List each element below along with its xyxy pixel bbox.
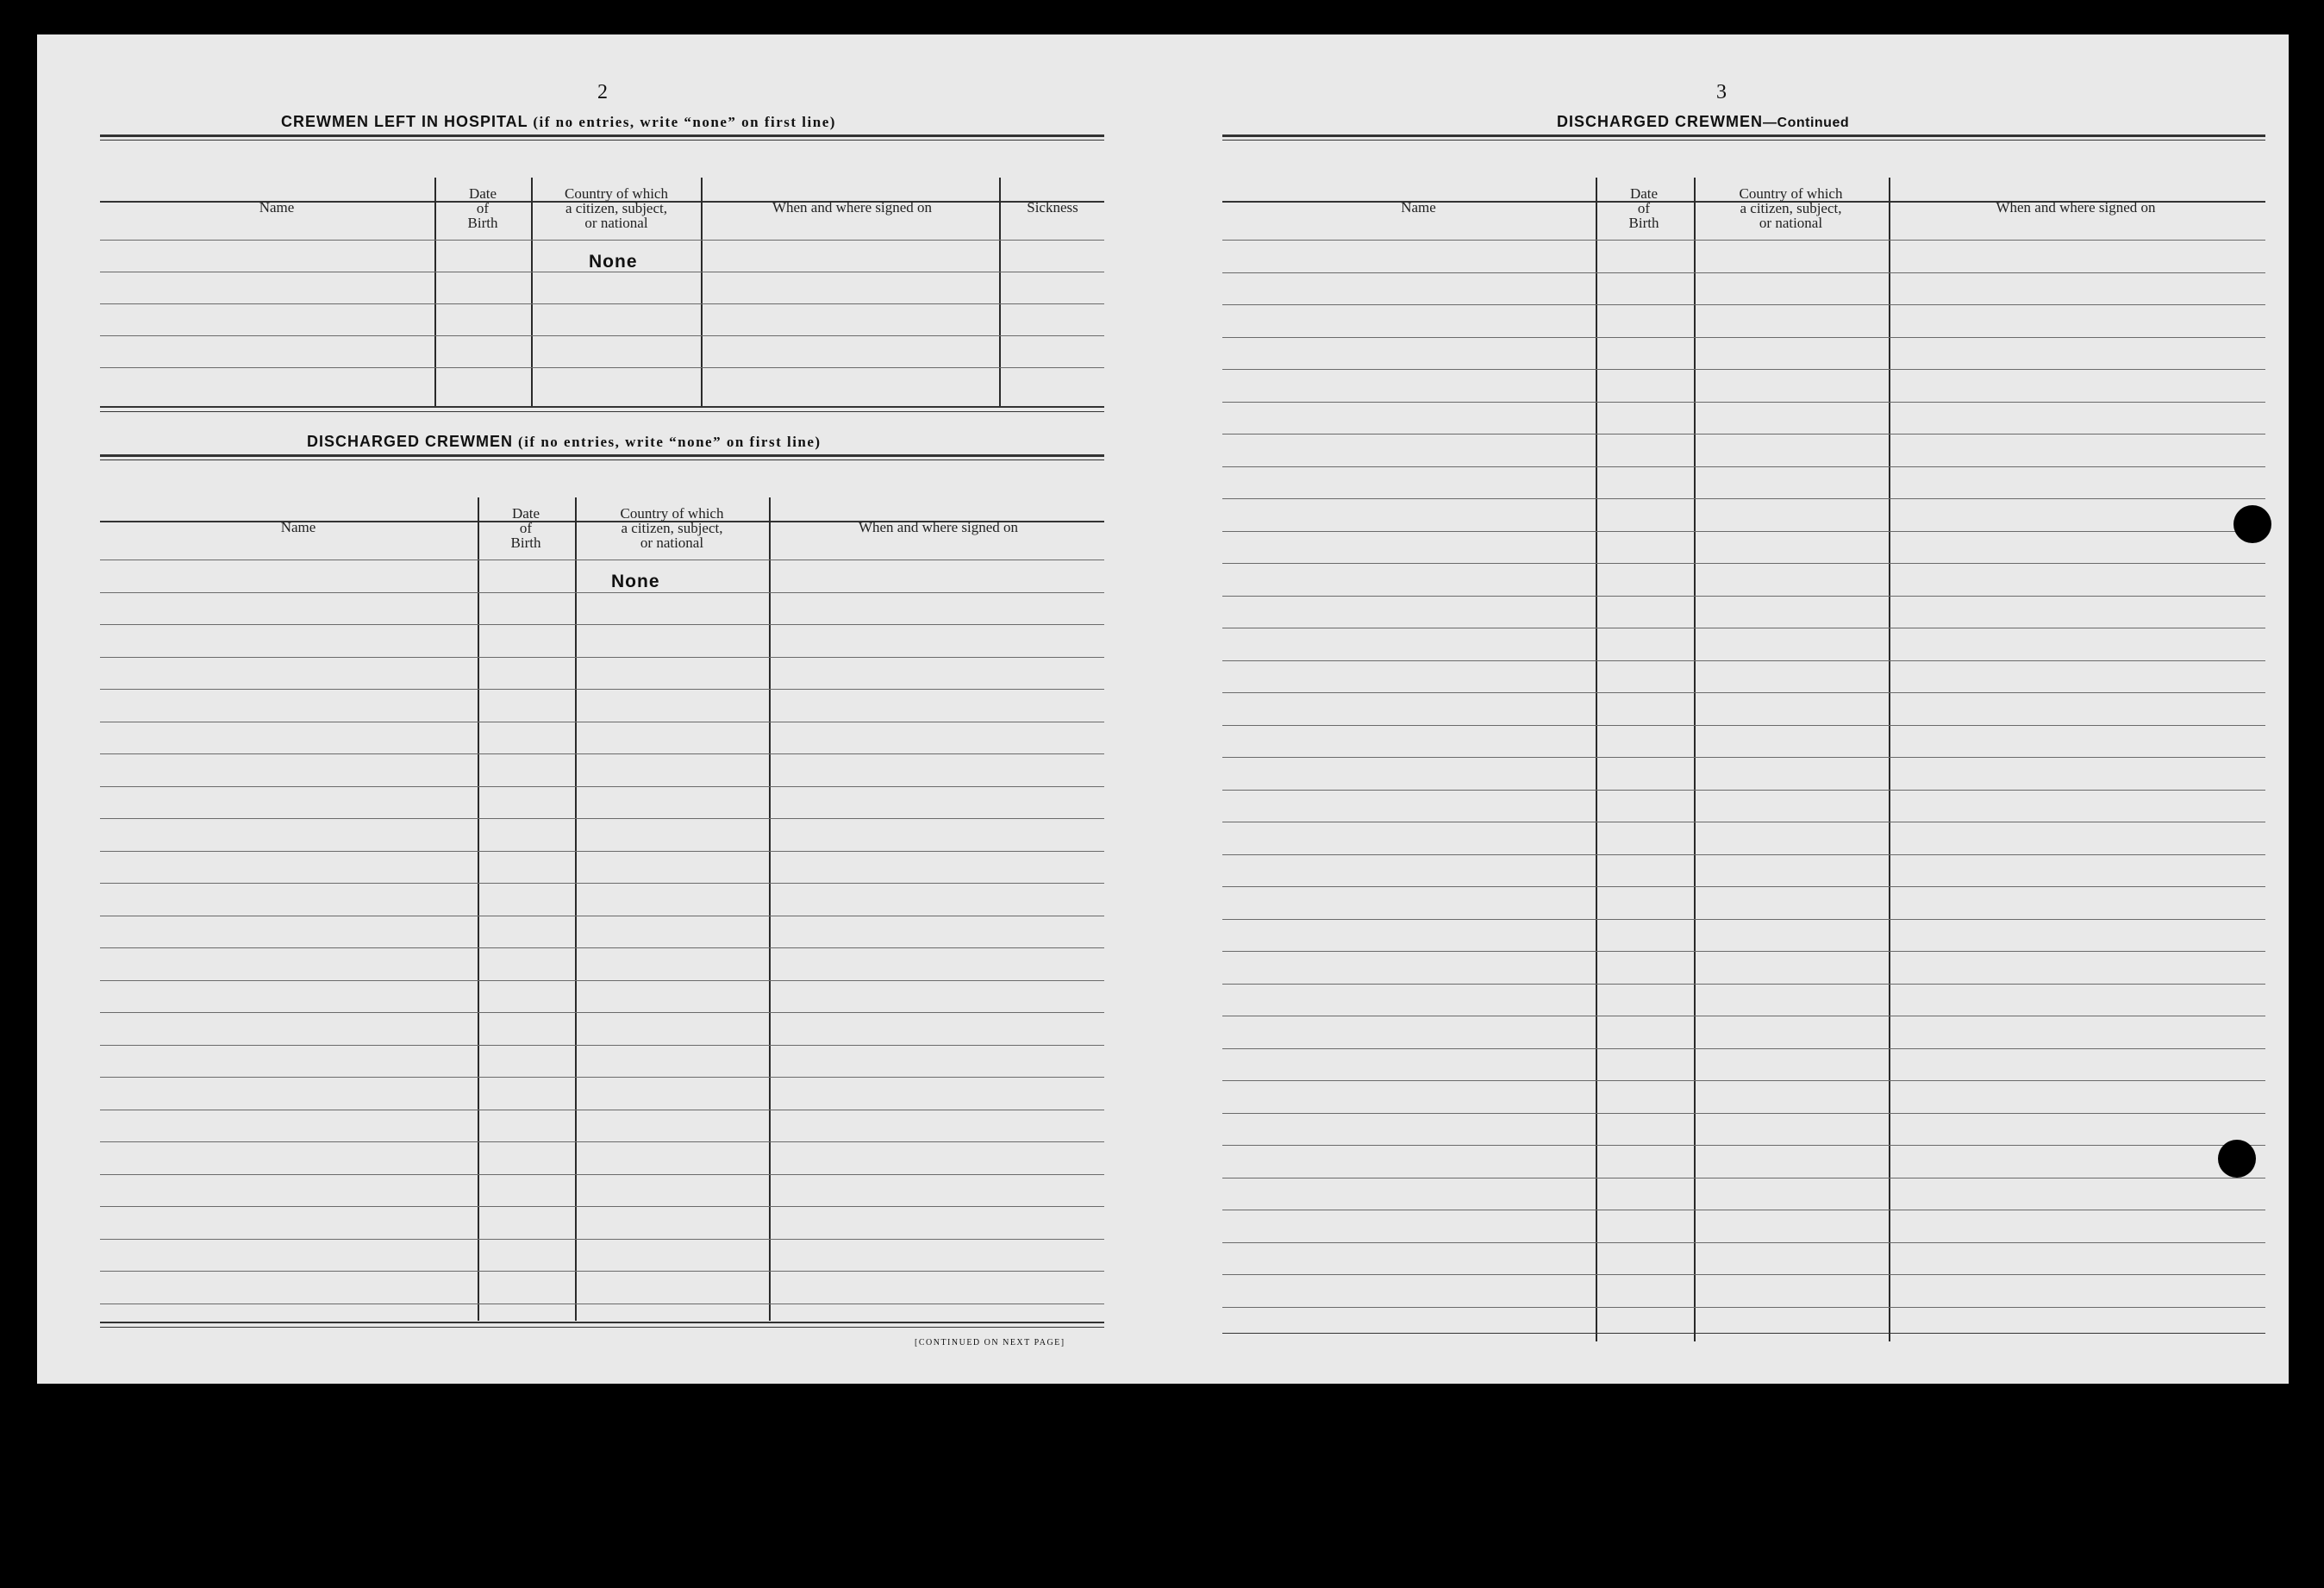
ruled-line (100, 657, 1104, 658)
col-header-country: Country of which a citizen, subject, or national (1739, 185, 1843, 231)
table-top-rule (1222, 134, 2265, 137)
binder-hole (2218, 1140, 2256, 1178)
ruled-line (100, 1271, 1104, 1272)
hospital-section-title (281, 113, 836, 131)
col-header-date-of-birth: Date of Birth (510, 505, 541, 551)
ruled-line (1222, 854, 2265, 855)
ruled-line (1222, 1048, 2265, 1049)
ruled-line (100, 980, 1104, 981)
document-sheet (37, 34, 2289, 1384)
table-bottom-rule-thin (100, 1327, 1104, 1328)
table-bottom-rule (1222, 1333, 2265, 1334)
ruled-line (1222, 337, 2265, 338)
col-header-signed-on: When and where signed on (772, 199, 933, 216)
ruled-line (1222, 1307, 2265, 1308)
column-divider (1694, 178, 1696, 1341)
col-header-signed-on: When and where signed on (1996, 199, 2156, 216)
col-header-name: Name (280, 519, 316, 535)
ruled-line (1222, 498, 2265, 499)
page-number-right: 3 (1716, 81, 1727, 103)
hospital-table (100, 134, 1104, 445)
ruled-line (1222, 304, 2265, 305)
ruled-line (100, 303, 1104, 304)
continued-footnote: [CONTINUED ON NEXT PAGE] (915, 1338, 1065, 1347)
ruled-line (1222, 1113, 2265, 1114)
continued-label: —Continued (1763, 116, 1850, 130)
ruled-line (1222, 1242, 2265, 1243)
hospital-title-text: CREWMEN LEFT IN HOSPITAL (281, 113, 528, 130)
col-header-name: Name (1401, 199, 1436, 216)
table-top-rule-thin (100, 140, 1104, 141)
ruled-line (1222, 951, 2265, 952)
ruled-line (1222, 1145, 2265, 1146)
ruled-line (1222, 757, 2265, 758)
table-top-rule (100, 134, 1104, 137)
column-divider (1889, 178, 1890, 1341)
hospital-instruction: (if no entries, write “none” on first line) (533, 114, 836, 130)
ruled-line (100, 1012, 1104, 1013)
column-divider (434, 178, 436, 406)
discharged-continued-title (1557, 113, 1849, 131)
ruled-line (100, 367, 1104, 368)
ruled-line (100, 1141, 1104, 1142)
discharged-instruction: (if no entries, write “none” on first line) (518, 434, 822, 450)
table-top-rule (100, 454, 1104, 457)
ruled-line (1222, 725, 2265, 726)
discharged-entry-none: None (611, 572, 660, 591)
ruled-line (1222, 1274, 2265, 1275)
ruled-line (100, 1174, 1104, 1175)
column-divider (1596, 178, 1597, 1341)
table-bottom-rule (100, 1322, 1104, 1323)
ruled-line (100, 818, 1104, 819)
ruled-line (100, 883, 1104, 884)
page-number-left: 2 (597, 81, 608, 103)
ruled-line (1222, 790, 2265, 791)
ruled-line (1222, 596, 2265, 597)
ruled-line (1222, 886, 2265, 887)
discharged-continued-table (1222, 134, 2265, 1350)
discharged-title-text: DISCHARGED CREWMEN (307, 433, 514, 450)
table-bottom-rule (100, 406, 1104, 408)
col-header-country: Country of which a citizen, subject, or national (565, 185, 668, 231)
ruled-line (100, 1077, 1104, 1078)
column-divider (701, 178, 703, 406)
ruled-line (100, 1206, 1104, 1207)
col-header-signed-on: When and where signed on (858, 519, 1019, 535)
ruled-line (1222, 272, 2265, 273)
ruled-line (1222, 402, 2265, 403)
hospital-entry-none: None (589, 252, 638, 272)
col-header-sickness: Sickness (1027, 199, 1078, 216)
col-header-date-of-birth: Date of Birth (1628, 185, 1659, 231)
ruled-line (1222, 369, 2265, 370)
ruled-line (100, 786, 1104, 787)
column-divider (999, 178, 1001, 406)
discharged-section-title (307, 433, 822, 451)
discharged-table (100, 454, 1104, 1351)
ruled-line (100, 1239, 1104, 1240)
ruled-line (1222, 1080, 2265, 1081)
ruled-line (1222, 919, 2265, 920)
table-top-rule-thin (1222, 140, 2265, 141)
ruled-line (100, 335, 1104, 336)
ruled-line (1222, 984, 2265, 985)
column-divider (478, 497, 479, 1321)
ruled-line (1222, 240, 2265, 241)
ruled-line (100, 240, 1104, 241)
ruled-line (1222, 531, 2265, 532)
ruled-line (1222, 563, 2265, 564)
ruled-line (100, 689, 1104, 690)
ruled-line (100, 1045, 1104, 1046)
col-header-country: Country of which a citizen, subject, or national (620, 505, 724, 551)
col-header-name: Name (259, 199, 295, 216)
column-divider (769, 497, 771, 1321)
ruled-line (1222, 692, 2265, 693)
col-header-date-of-birth: Date of Birth (467, 185, 498, 231)
column-divider (531, 178, 533, 406)
ruled-line (1222, 466, 2265, 467)
column-divider (575, 497, 577, 1321)
discharged-continued-text: DISCHARGED CREWMEN (1557, 113, 1764, 130)
ruled-line (1222, 434, 2265, 435)
ruled-line (100, 592, 1104, 593)
binder-hole (2233, 505, 2271, 543)
ruled-line (1222, 660, 2265, 661)
table-bottom-rule-thin (100, 411, 1104, 412)
ruled-line (100, 753, 1104, 754)
ruled-line (100, 624, 1104, 625)
ruled-line (100, 851, 1104, 852)
ruled-line (100, 947, 1104, 948)
